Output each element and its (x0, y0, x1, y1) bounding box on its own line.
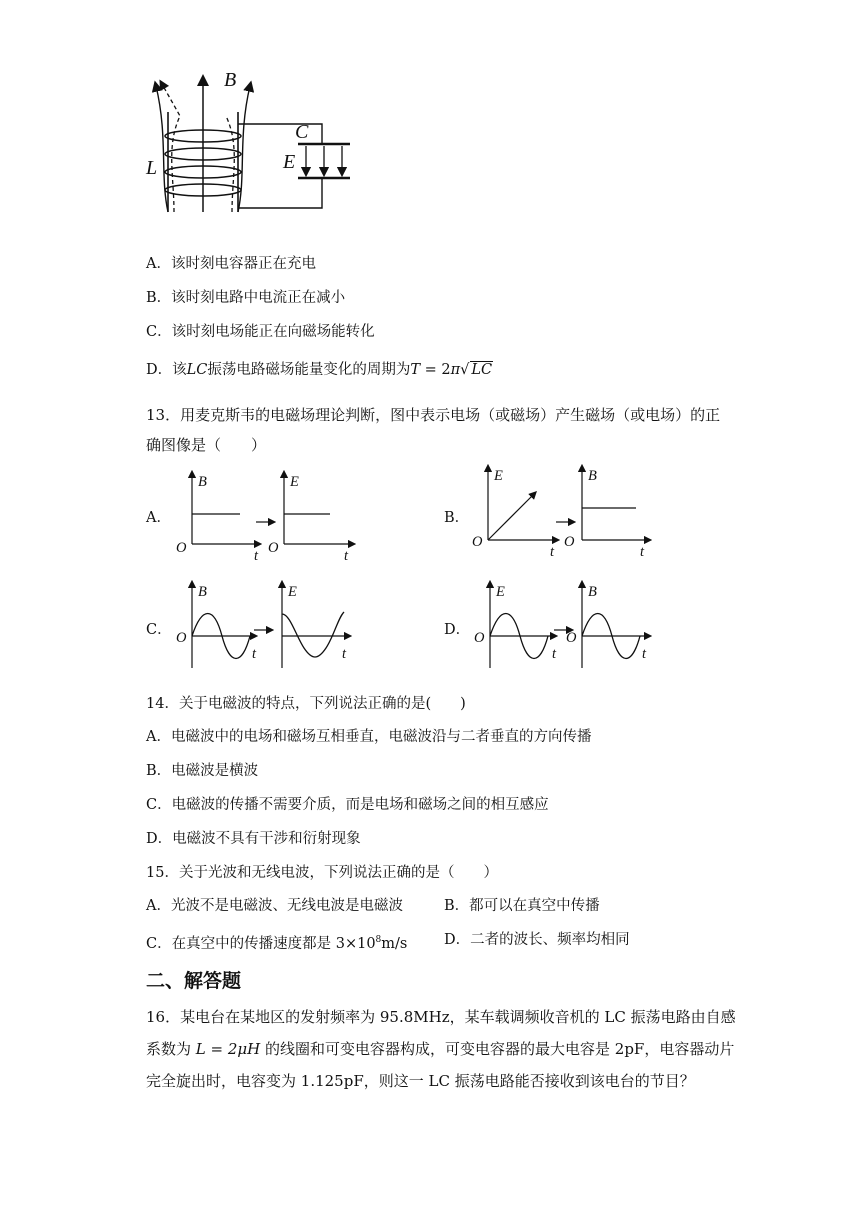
section-heading: 二、解答题 (146, 970, 242, 992)
q13-option-a-graph (172, 468, 362, 564)
q12-option-c (146, 322, 375, 342)
axis-label-right: B (588, 584, 597, 600)
option-letter: D． (146, 831, 173, 847)
option-text: 在真空中的传播速度都是 3×10 (171, 935, 376, 952)
q13-option-b-graph (470, 462, 660, 562)
q14-option-b (146, 761, 258, 781)
q15-option-d (444, 930, 630, 950)
axis-label-right: E (288, 584, 297, 600)
axis-label-left: B (198, 584, 207, 600)
option-text: 电磁波的传播不需要介质，而是电场和磁场之间的相互感应 (171, 797, 549, 813)
coil-capacitor-figure (140, 66, 360, 226)
q15-option-c (146, 930, 407, 954)
option-letter: C． (146, 935, 172, 952)
option-text: 该时刻电场能正在向磁场能转化 (171, 324, 375, 340)
lc-symbol: LC (186, 362, 208, 378)
option-text: 该 (172, 362, 187, 378)
origin-label: O (176, 630, 187, 646)
t-label: t (552, 646, 557, 662)
origin-label: O (474, 630, 485, 646)
sqrt-sign: √ (460, 362, 470, 378)
option-letter: A． (146, 729, 171, 745)
t-label: t (254, 548, 259, 564)
origin-label: O (268, 540, 279, 556)
axis-label-left: E (496, 584, 505, 600)
option-letter: A． (146, 898, 171, 914)
formula-t: T (410, 362, 421, 378)
text: 系数为 (146, 1040, 196, 1058)
q13-option-a-letter: A． (146, 510, 171, 526)
field-line-right (226, 116, 234, 212)
text: 的线圈和可变电容器构成，可变电容器的最大电容是 2pF，电容器动片 (260, 1040, 735, 1058)
option-text: 都可以在真空中传播 (469, 898, 600, 914)
axis-label-left: E (494, 468, 503, 484)
option-letter: D． (444, 932, 471, 948)
option-letter: C． (146, 797, 172, 813)
t-label: t (640, 544, 645, 560)
origin-label: O (564, 534, 575, 550)
t-label: t (344, 548, 349, 564)
formula-l: L = 2μH (195, 1040, 261, 1058)
option-text: 二者的波长、频率均相同 (470, 932, 630, 948)
q14-option-a (146, 727, 591, 747)
label-l: L (146, 157, 158, 179)
formula-eq: = 2 (420, 362, 451, 378)
label-e: E (283, 151, 296, 173)
q15-option-b (444, 896, 600, 916)
axis-label-right: B (588, 468, 597, 484)
option-text: 振荡电路磁场能量变化的周期为 (207, 362, 411, 378)
option-letter: D． (146, 362, 173, 378)
formula-sqrt-lc: LC (471, 362, 493, 378)
q13-option-b-letter: B． (444, 510, 470, 526)
q13-option-c-graph (172, 578, 362, 676)
q16-line2 (146, 1038, 734, 1060)
option-letter: B． (146, 763, 172, 779)
q12-option-b (146, 288, 345, 308)
q15-option-a (146, 896, 403, 916)
q12-option-a (146, 254, 316, 274)
axis-label-right: E (290, 474, 299, 490)
formula-pi: π (450, 362, 461, 378)
option-text: 该时刻电容器正在充电 (170, 256, 316, 272)
q16-line3: 完全旋出时，电容变为 1.125pF，则这一 LC 振荡电路能否接收到该电台的节目？ (146, 1072, 695, 1090)
label-c: C (295, 121, 309, 143)
option-letter: A． (146, 256, 171, 272)
t-label: t (642, 646, 647, 662)
superscript: 8 (375, 935, 382, 945)
q15-stem: 15．关于光波和无线电波，下列说法正确的是（ ） (146, 865, 498, 881)
option-text: m/s (381, 935, 408, 952)
q12-option-d (146, 360, 493, 380)
t-label: t (550, 544, 555, 560)
option-text: 电磁波中的电场和磁场互相垂直，电磁波沿与二者垂直的方向传播 (170, 729, 592, 745)
q13-stem-line1: 13．用麦克斯韦的电磁场理论判断，图中表示电场（或磁场）产生磁场（或电场）的正 (146, 406, 721, 424)
option-letter: C． (146, 324, 172, 340)
origin-label: O (566, 630, 577, 646)
q13-option-c-letter: C． (146, 622, 172, 638)
origin-label: O (472, 534, 483, 550)
q13-option-d-graph (470, 578, 660, 676)
q16-line1: 16．某电台在某地区的发射频率为 95.8MHz，某车载调频收音机的 LC 振荡电路由自感 (146, 1008, 736, 1026)
origin-label: O (176, 540, 187, 556)
label-b: B (224, 69, 237, 91)
q13-stem-line2: 确图像是（ ） (146, 436, 267, 454)
option-letter: B． (444, 898, 470, 914)
q14-stem: 14．关于电磁波的特点，下列说法正确的是( ) (146, 696, 466, 712)
t-label: t (252, 646, 257, 662)
q14-option-d (146, 829, 361, 849)
option-text: 该时刻电路中电流正在减小 (171, 290, 346, 306)
option-text: 电磁波不具有干涉和衍射现象 (172, 831, 361, 847)
t-label: t (342, 646, 347, 662)
q13-option-d-letter: D． (444, 622, 471, 638)
q14-option-c (146, 795, 549, 815)
axis-label-left: B (198, 474, 207, 490)
option-letter: B． (146, 290, 172, 306)
option-text: 光波不是电磁波、无线电波是电磁波 (170, 898, 403, 914)
option-text: 电磁波是横波 (171, 763, 259, 779)
